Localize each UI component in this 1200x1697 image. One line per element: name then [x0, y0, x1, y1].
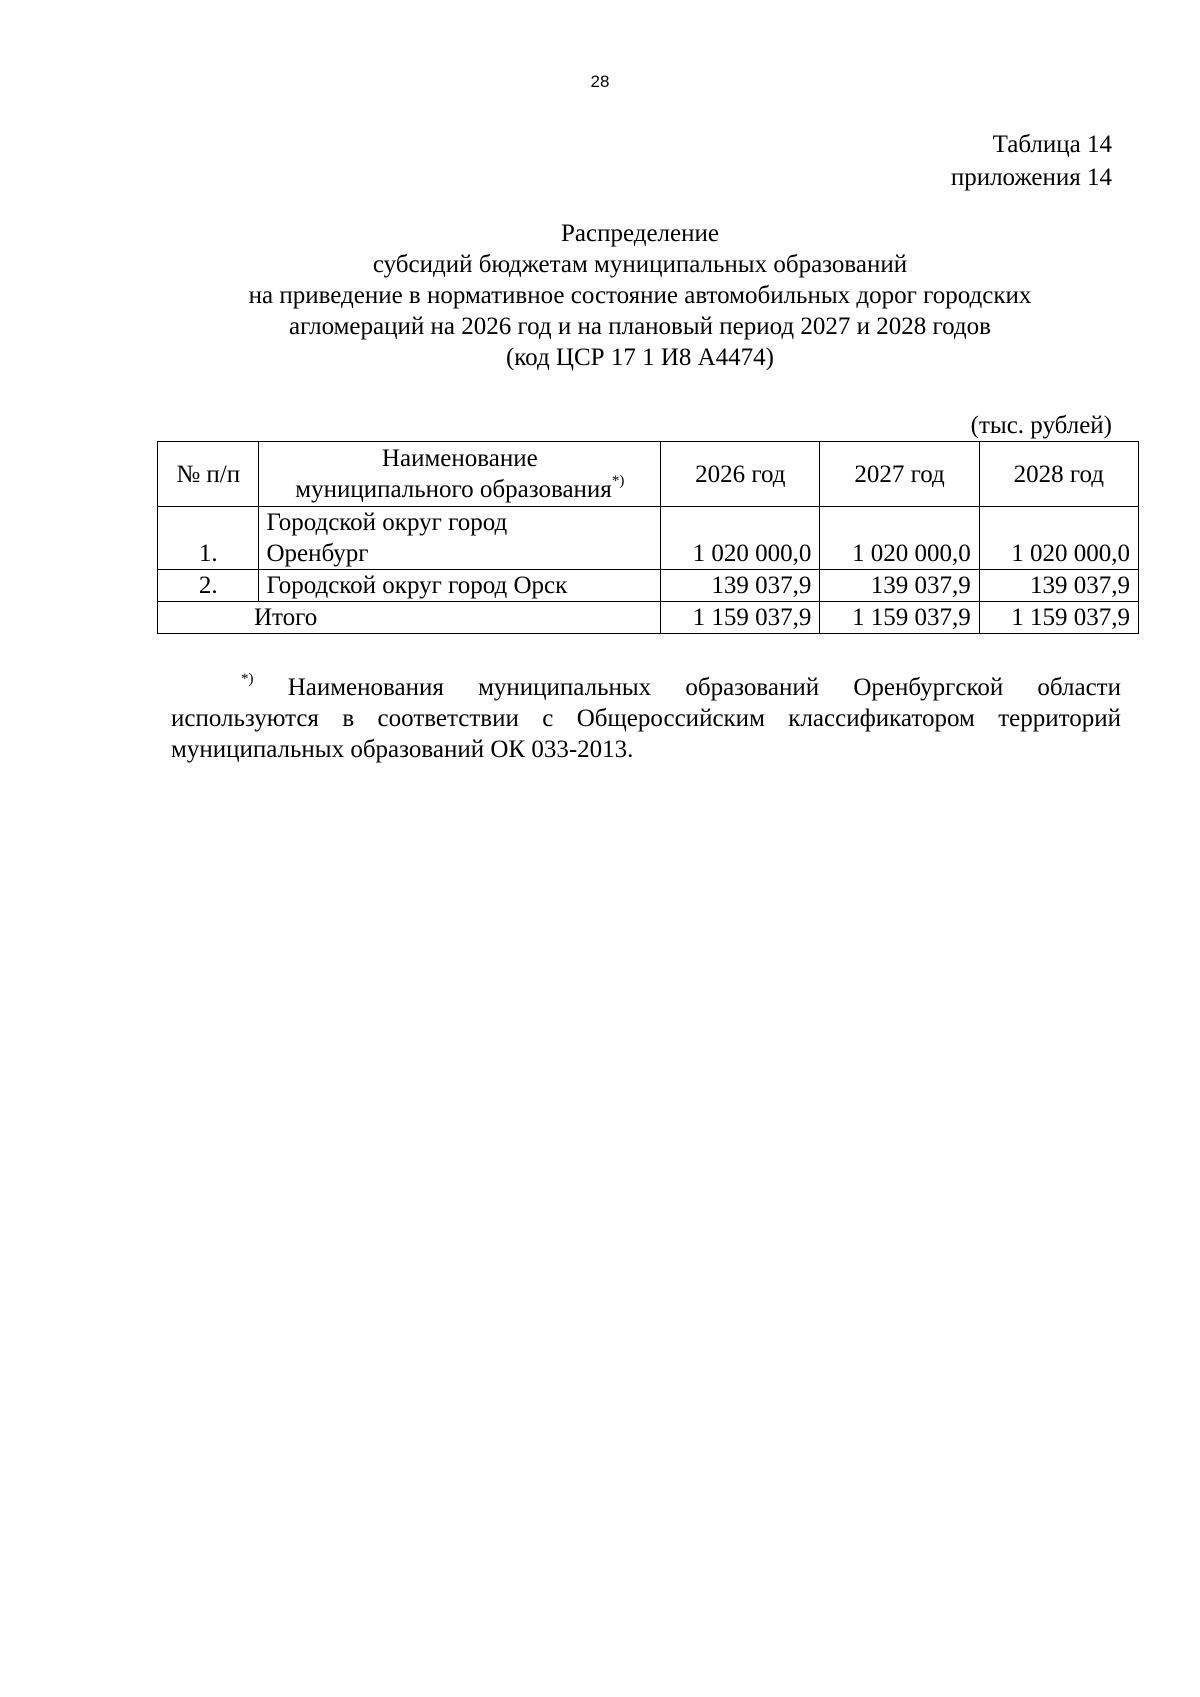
page-number: 28 [590, 72, 610, 91]
table-reference-line-1: Таблица 14 [992, 131, 1112, 158]
row-value-2026: 1 020 000,0 [661, 507, 820, 570]
title-line-5: (код ЦСР 17 1 И8 А4474) [505, 344, 775, 371]
title-line-4: агломераций на 2026 год и на плановый период 2027 и 2028 годов [289, 313, 991, 340]
row-number: 2. [158, 570, 259, 602]
row-number: 1. [158, 507, 259, 570]
title-line-2: субсидий бюджетам муниципальных образований [372, 251, 908, 278]
footnote [171, 672, 1121, 765]
footnote-mark: *) [241, 671, 254, 687]
header-2028: 2028 год [979, 442, 1138, 507]
units-label: (тыс. рублей) [970, 412, 1112, 439]
table-reference [951, 128, 1112, 194]
footnote-mark: *) [611, 473, 625, 489]
header-municipality [259, 442, 661, 507]
table-row [158, 507, 1139, 570]
total-value-2028: 1 159 037,9 [979, 602, 1138, 634]
header-2026: 2026 год [661, 442, 820, 507]
row-municipality [259, 507, 661, 570]
footnote-text: Наименования муниципальных образований Оренбургской области используются в соответствии с Общероссийским классификатором территорий муниципальных образований ОК 033-2013. [171, 674, 1121, 763]
document-title [150, 218, 1130, 373]
subsidy-table [157, 441, 1139, 634]
table-reference-line-2: приложения 14 [950, 164, 1112, 191]
row-municipality-line-1: Городской округ город [266, 509, 508, 536]
row-value-2028: 1 020 000,0 [979, 507, 1138, 570]
header-2027: 2027 год [820, 442, 979, 507]
row-value-2027: 1 020 000,0 [820, 507, 979, 570]
header-number: № п/п [158, 442, 259, 507]
header-municipality-line-2 [266, 474, 653, 505]
row-value-2027: 139 037,9 [820, 570, 979, 602]
total-value-2027: 1 159 037,9 [820, 602, 979, 634]
table-total-row [158, 602, 1139, 634]
header-municipality-line-1: Наименование [381, 445, 538, 472]
row-value-2026: 139 037,9 [661, 570, 820, 602]
header-municipality-line-2-text: муниципального образования [295, 476, 612, 503]
row-value-2028: 139 037,9 [979, 570, 1138, 602]
table-header-row [158, 442, 1139, 507]
title-line-1: Распределение [561, 220, 719, 247]
total-value-2026: 1 159 037,9 [661, 602, 820, 634]
row-municipality-line-2: Оренбург [266, 540, 369, 567]
table-row [158, 570, 1139, 602]
total-label: Итого [158, 602, 661, 634]
footnote-paragraph [171, 672, 1121, 765]
row-municipality: Городской округ город Орск [259, 570, 661, 602]
title-line-3: на приведение в нормативное состояние автомобильных дорог городских [248, 282, 1032, 309]
